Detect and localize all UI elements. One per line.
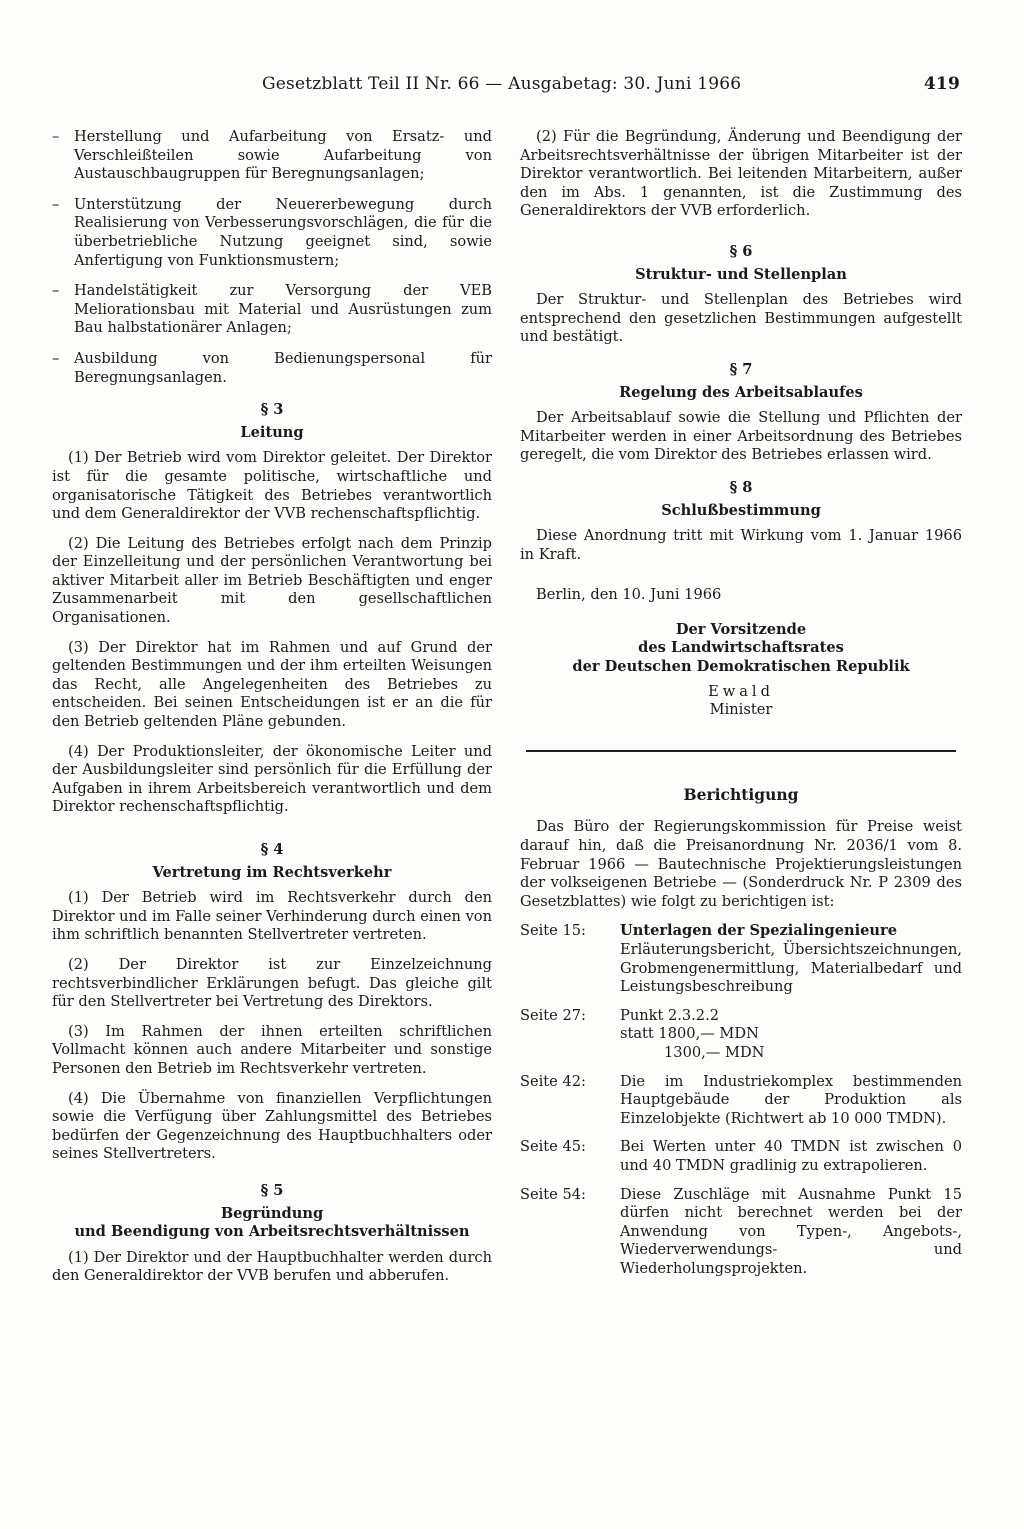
correction-intro: Das Büro der Regierungskommission für Preise weist darauf hin, daß die Preisanordnung Nr. 2036/1 vom 8. Februar 1966 — Bautechnische Projektierungsleistungen der volkseigenen Betriebe — (Sonderdruck Nr. P 2309 des Gesetzblattes) wie folgt zu berichtigen ist:	[520, 818, 962, 910]
correction-item: Seite 54: Diese Zuschläge mit Ausnahme Punkt 15 dürfen nicht berechnet werden bei der Anwendung von Typen-, Angebots-, Wiederverwendungs- und Wiederholungsprojekten.	[520, 1185, 962, 1277]
divider	[526, 750, 956, 752]
paragraph: Diese Anordnung tritt mit Wirkung vom 1. Januar 1966 in Kraft.	[520, 527, 962, 563]
left-column	[52, 128, 492, 1297]
paragraph: (1) Der Betrieb wird im Rechtsverkehr durch den Direktor und im Falle seiner Verhinderung durch einen von ihm schriftlich benannten Stellvertreter vertreten.	[52, 889, 492, 944]
correction-item: Seite 15: Unterlagen der Spezialingenieure Erläuterungsbericht, Übersichtszeichnungen, Grobmengenermittlung, Materialbedarf und Leistungsbeschreibung	[520, 922, 962, 996]
section-title: Leitung	[240, 423, 304, 441]
list-item: – Handelstätigkeit zur Versorgung der VEB Meliorationsbau mit Material und Ausrüstungen zum Bau halbstationärer Anlagen;	[52, 282, 492, 337]
correction-page: Seite 42:	[520, 1072, 586, 1090]
place-date: Berlin, den 10. Juni 1966	[536, 586, 722, 604]
section-title: Vertretung im Rechtsverkehr	[152, 863, 392, 881]
right-column	[520, 128, 962, 1289]
paragraph: (1) Der Betrieb wird vom Direktor geleitet. Der Direktor ist für die gesamte politische, wirtschaftliche und organisatorische Tätigkeit des Betriebes verantwortlich und dem Generaldirektor der VVB rechenschaftspflichtig.	[52, 449, 492, 523]
correction-page: Seite 15:	[520, 922, 586, 940]
page-number: 419	[923, 74, 960, 94]
list-item: – Ausbildung von Bedienungspersonal für Beregnungsanlagen.	[52, 349, 492, 386]
section-number: § 3	[260, 401, 284, 419]
correction-page: Seite 27:	[520, 1006, 586, 1024]
signature-line: Der Vorsitzende	[675, 620, 807, 638]
section-subtitle: und Beendigung von Arbeitsrechtsverhältnissen	[74, 1223, 470, 1241]
section-title: Struktur- und Stellenplan	[635, 265, 847, 283]
paragraph: (3) Im Rahmen der ihnen erteilten schriftlichen Vollmacht können auch andere Mitarbeiter und sonstige Personen den Betrieb im Rechtsverkehr vertreten.	[52, 1022, 492, 1077]
section-title: Schlußbestimmung	[661, 501, 821, 519]
signatory-role: Minister	[709, 701, 773, 719]
section-number: § 7	[729, 360, 753, 378]
paragraph: Der Arbeitsablauf sowie die Stellung und Pflichten der Mitarbeiter werden in einer Arbeitsordnung des Betriebes geregelt, die vom Direktor des Betriebes erlassen wird.	[520, 409, 962, 464]
paragraph: (4) Die Übernahme von finanziellen Verpflichtungen sowie die Verfügung über Zahlungsmittel des Betriebes bedürfen der Gegenzeichnung des Hauptbuchhalters oder seines Stellvertreters.	[52, 1089, 492, 1163]
paragraph: (1) Der Direktor und der Hauptbuchhalter werden durch den Generaldirektor der VVB berufen und abberufen.	[52, 1248, 492, 1285]
correction-item: Seite 27: Punkt 2.3.2.2 statt 1800,— MDN 1300,— MDN	[520, 1006, 765, 1061]
correction-page: Seite 45:	[520, 1138, 586, 1156]
correction-item: Seite 42: Die im Industriekomplex bestimmenden Hauptgebäude der Produktion als Einzelobjekte (Richtwert ab 10 000 TMDN).	[520, 1072, 962, 1127]
paragraph: (2) Die Leitung des Betriebes erfolgt nach dem Prinzip der Einzelleitung und der persönlichen Verantwortung bei aktiver Mitarbeit aller im Betrieb Beschäftigten und enger Zusammenarbeit mit den gesellschaftlichen Organisationen.	[52, 534, 492, 627]
signature-line: der Deutschen Demokratischen Republik	[572, 658, 910, 676]
list-item: – Unterstützung der Neuererbewegung durch Realisierung von Verbesserungsvorschlägen, die für die überbetriebliche Nutzung geeignet sind, sowie Anfertigung von Funktionsmustern;	[52, 195, 492, 269]
signatory-name: Ewald	[708, 682, 774, 700]
correction-page: Seite 54:	[520, 1185, 586, 1203]
signature-line: des Landwirtschaftsrates	[638, 639, 844, 657]
paragraph: Der Struktur- und Stellenplan des Betriebes wird entsprechend den gesetzlichen Bestimmungen aufgestellt und bestätigt.	[520, 291, 962, 346]
correction-item: Seite 45: Bei Werten unter 40 TMDN ist zwischen 0 und 40 TMDN gradlinig zu extrapolieren.	[520, 1138, 962, 1174]
correction-title: Berichtigung	[683, 784, 799, 804]
section-title: Begründung	[220, 1204, 324, 1222]
paragraph: (4) Der Produktionsleiter, der ökonomische Leiter und der Ausbildungsleiter sind persönlich für die Erfüllung der Aufgaben in ihrem Arbeitsbereich verantwortlich und dem Direktor rechenschaftspflichtig.	[52, 742, 492, 816]
paragraph: (2) Für die Begründung, Änderung und Beendigung der Arbeitsrechtsverhältnisse der übrigen Mitarbeiter ist der Direktor verantwortlich. Bei leitenden Mitarbeitern, außer den im Abs. 1 genannten, ist die Zustimmung des Generaldirektors der VVB erforderlich.	[520, 128, 962, 220]
section-number: § 6	[729, 242, 753, 260]
section-title: Regelung des Arbeitsablaufes	[619, 383, 863, 401]
header-title: Gesetzblatt Teil II Nr. 66 — Ausgabetag: 30. Juni 1966	[262, 74, 742, 94]
paragraph: (2) Der Direktor ist zur Einzelzeichnung rechtsverbindlicher Erklärungen befugt. Das gleiche gilt für den Stellvertreter bei Vertretung des Direktors.	[52, 955, 492, 1011]
section-number: § 8	[729, 478, 753, 496]
paragraph: (3) Der Direktor hat im Rahmen und auf Grund der geltenden Bestimmungen und der ihm erteilten Weisungen das Recht, alle Angelegenheiten des Betriebes zu entscheiden. Bei seinen Entscheidungen ist er an die für den Betrieb geltenden Pläne gebunden.	[52, 638, 492, 731]
list-item: – Herstellung und Aufarbeitung von Ersatz- und Verschleißteilen sowie Aufarbeitung von Austauschbaugruppen für Beregnungsanlagen;	[52, 128, 492, 183]
section-number: § 5	[260, 1181, 284, 1199]
section-number: § 4	[260, 841, 284, 858]
